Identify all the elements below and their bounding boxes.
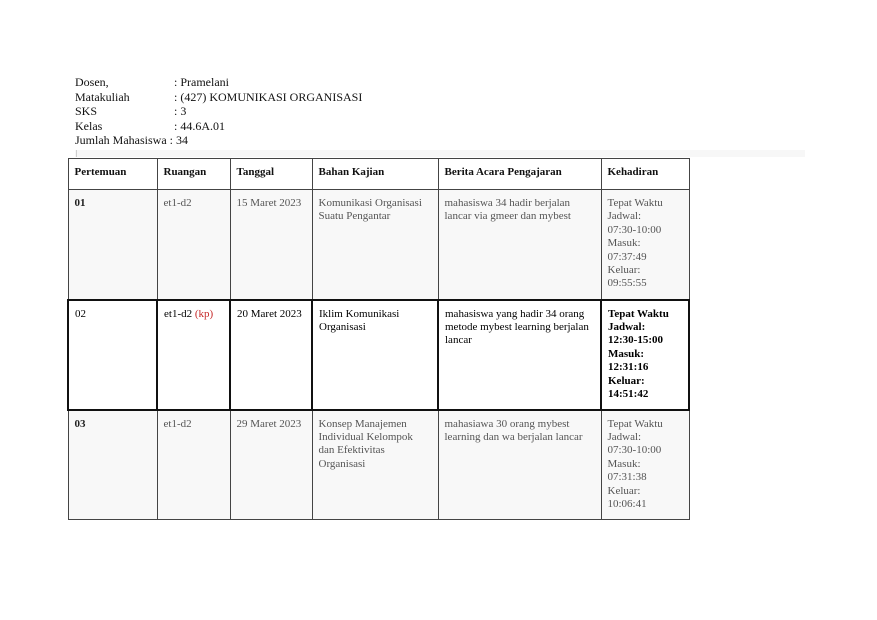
checkout-label: Keluar: bbox=[607, 484, 641, 497]
checkout-time: 10:06:41 bbox=[607, 497, 647, 510]
checkin-time: 07:37:49 bbox=[607, 250, 647, 263]
cell-ruangan bbox=[157, 410, 230, 520]
cell-pertemuan: 01 bbox=[68, 190, 157, 300]
kelas-value: : 44.6A.01 bbox=[174, 118, 225, 133]
cell-berita-acara: mahasiswa yang hadir 34 orang metode mybest learning berjalan lancar bbox=[438, 300, 601, 410]
checkout-time: 14:51:42 bbox=[608, 387, 649, 400]
dosen-label: Dosen, bbox=[75, 75, 109, 89]
ruangan-code: et1-d2 bbox=[163, 197, 192, 209]
header-pertemuan: Pertemuan bbox=[68, 159, 157, 190]
checkin-time: 12:31:16 bbox=[608, 361, 649, 374]
header-tanggal: Tanggal bbox=[230, 159, 312, 190]
cell-tanggal: 20 Maret 2023 bbox=[230, 300, 312, 410]
cell-kehadiran bbox=[601, 190, 689, 300]
cell-bahan-kajian: Iklim Komunikasi Organisasi bbox=[312, 300, 438, 410]
kelas-label: Kelas bbox=[75, 118, 103, 133]
schedule-label: Jadwal: bbox=[608, 320, 646, 333]
checkout-label: Keluar: bbox=[608, 374, 645, 387]
cell-pertemuan: 02 bbox=[68, 300, 157, 410]
cell-kehadiran bbox=[601, 300, 689, 410]
cell-kehadiran bbox=[601, 410, 689, 520]
matakuliah-label: Matakuliah bbox=[75, 89, 130, 104]
cell-pertemuan: 03 bbox=[68, 410, 157, 520]
schedule-time: 12:30-15:00 bbox=[608, 334, 663, 347]
header-kehadiran: Kehadiran bbox=[601, 159, 689, 190]
dosen-value: : Pramelani bbox=[174, 75, 229, 89]
ruangan-code: et1-d2 bbox=[164, 307, 193, 320]
checkout-time: 09:55:55 bbox=[607, 277, 647, 290]
cell-ruangan bbox=[157, 190, 230, 300]
course-info bbox=[75, 75, 362, 148]
matakuliah-value: : (427) KOMUNIKASI ORGANISASI bbox=[174, 89, 363, 104]
attendance-table bbox=[67, 158, 690, 520]
jumlah-label: Jumlah Mahasiswa bbox=[75, 133, 167, 147]
sks-value: : 3 bbox=[174, 104, 187, 118]
cell-tanggal: 15 Maret 2023 bbox=[230, 190, 312, 300]
header-bahan-kajian: Bahan Kajian bbox=[312, 159, 438, 190]
sks-label: SKS bbox=[75, 104, 98, 118]
table-row bbox=[68, 300, 689, 410]
checkin-time: 07:31:38 bbox=[607, 471, 647, 484]
checkin-label: Masuk: bbox=[607, 237, 641, 250]
info-row-dosen bbox=[75, 75, 362, 90]
info-row-matakuliah bbox=[75, 90, 362, 105]
cell-berita-acara: mahasiswa 34 hadir berjalan lancar via gmeer dan mybest bbox=[438, 190, 601, 300]
header-ruangan: Ruangan bbox=[157, 159, 230, 190]
header-berita-acara: Berita Acara Pengajaran bbox=[438, 159, 601, 190]
schedule-time: 07:30-10:00 bbox=[607, 223, 662, 236]
status-text: Tepat Waktu bbox=[607, 197, 663, 209]
cell-berita-acara: mahasiawa 30 orang mybest learning dan wa berjalan lancar bbox=[438, 410, 601, 520]
schedule-label: Jadwal: bbox=[607, 430, 642, 443]
status-text: Tepat Waktu bbox=[608, 307, 669, 320]
cell-bahan-kajian: Konsep Manajemen Individual Kelompok dan Efektivitas Organisasi bbox=[312, 410, 438, 520]
ruangan-code: et1-d2 bbox=[163, 417, 192, 430]
table-row bbox=[68, 410, 689, 520]
schedule-label: Jadwal: bbox=[607, 210, 642, 223]
divider-tick bbox=[76, 150, 77, 157]
section-divider bbox=[75, 150, 805, 157]
status-text: Tepat Waktu bbox=[607, 417, 663, 430]
info-row-kelas bbox=[75, 119, 362, 134]
table-row bbox=[68, 190, 689, 300]
cell-bahan-kajian: Komunikasi Organisasi Suatu Pengantar bbox=[312, 190, 438, 300]
checkin-label: Masuk: bbox=[607, 457, 641, 470]
jumlah-value: : 34 bbox=[169, 133, 188, 147]
schedule-time: 07:30-10:00 bbox=[607, 444, 662, 457]
ruangan-note: (kp) bbox=[194, 307, 214, 320]
checkout-label: Keluar: bbox=[607, 264, 641, 277]
table-header-row bbox=[68, 159, 689, 190]
cell-tanggal: 29 Maret 2023 bbox=[230, 410, 312, 520]
checkin-label: Masuk: bbox=[608, 347, 645, 360]
info-row-jumlah bbox=[75, 133, 362, 148]
info-row-sks bbox=[75, 104, 362, 119]
cell-ruangan bbox=[157, 300, 230, 410]
